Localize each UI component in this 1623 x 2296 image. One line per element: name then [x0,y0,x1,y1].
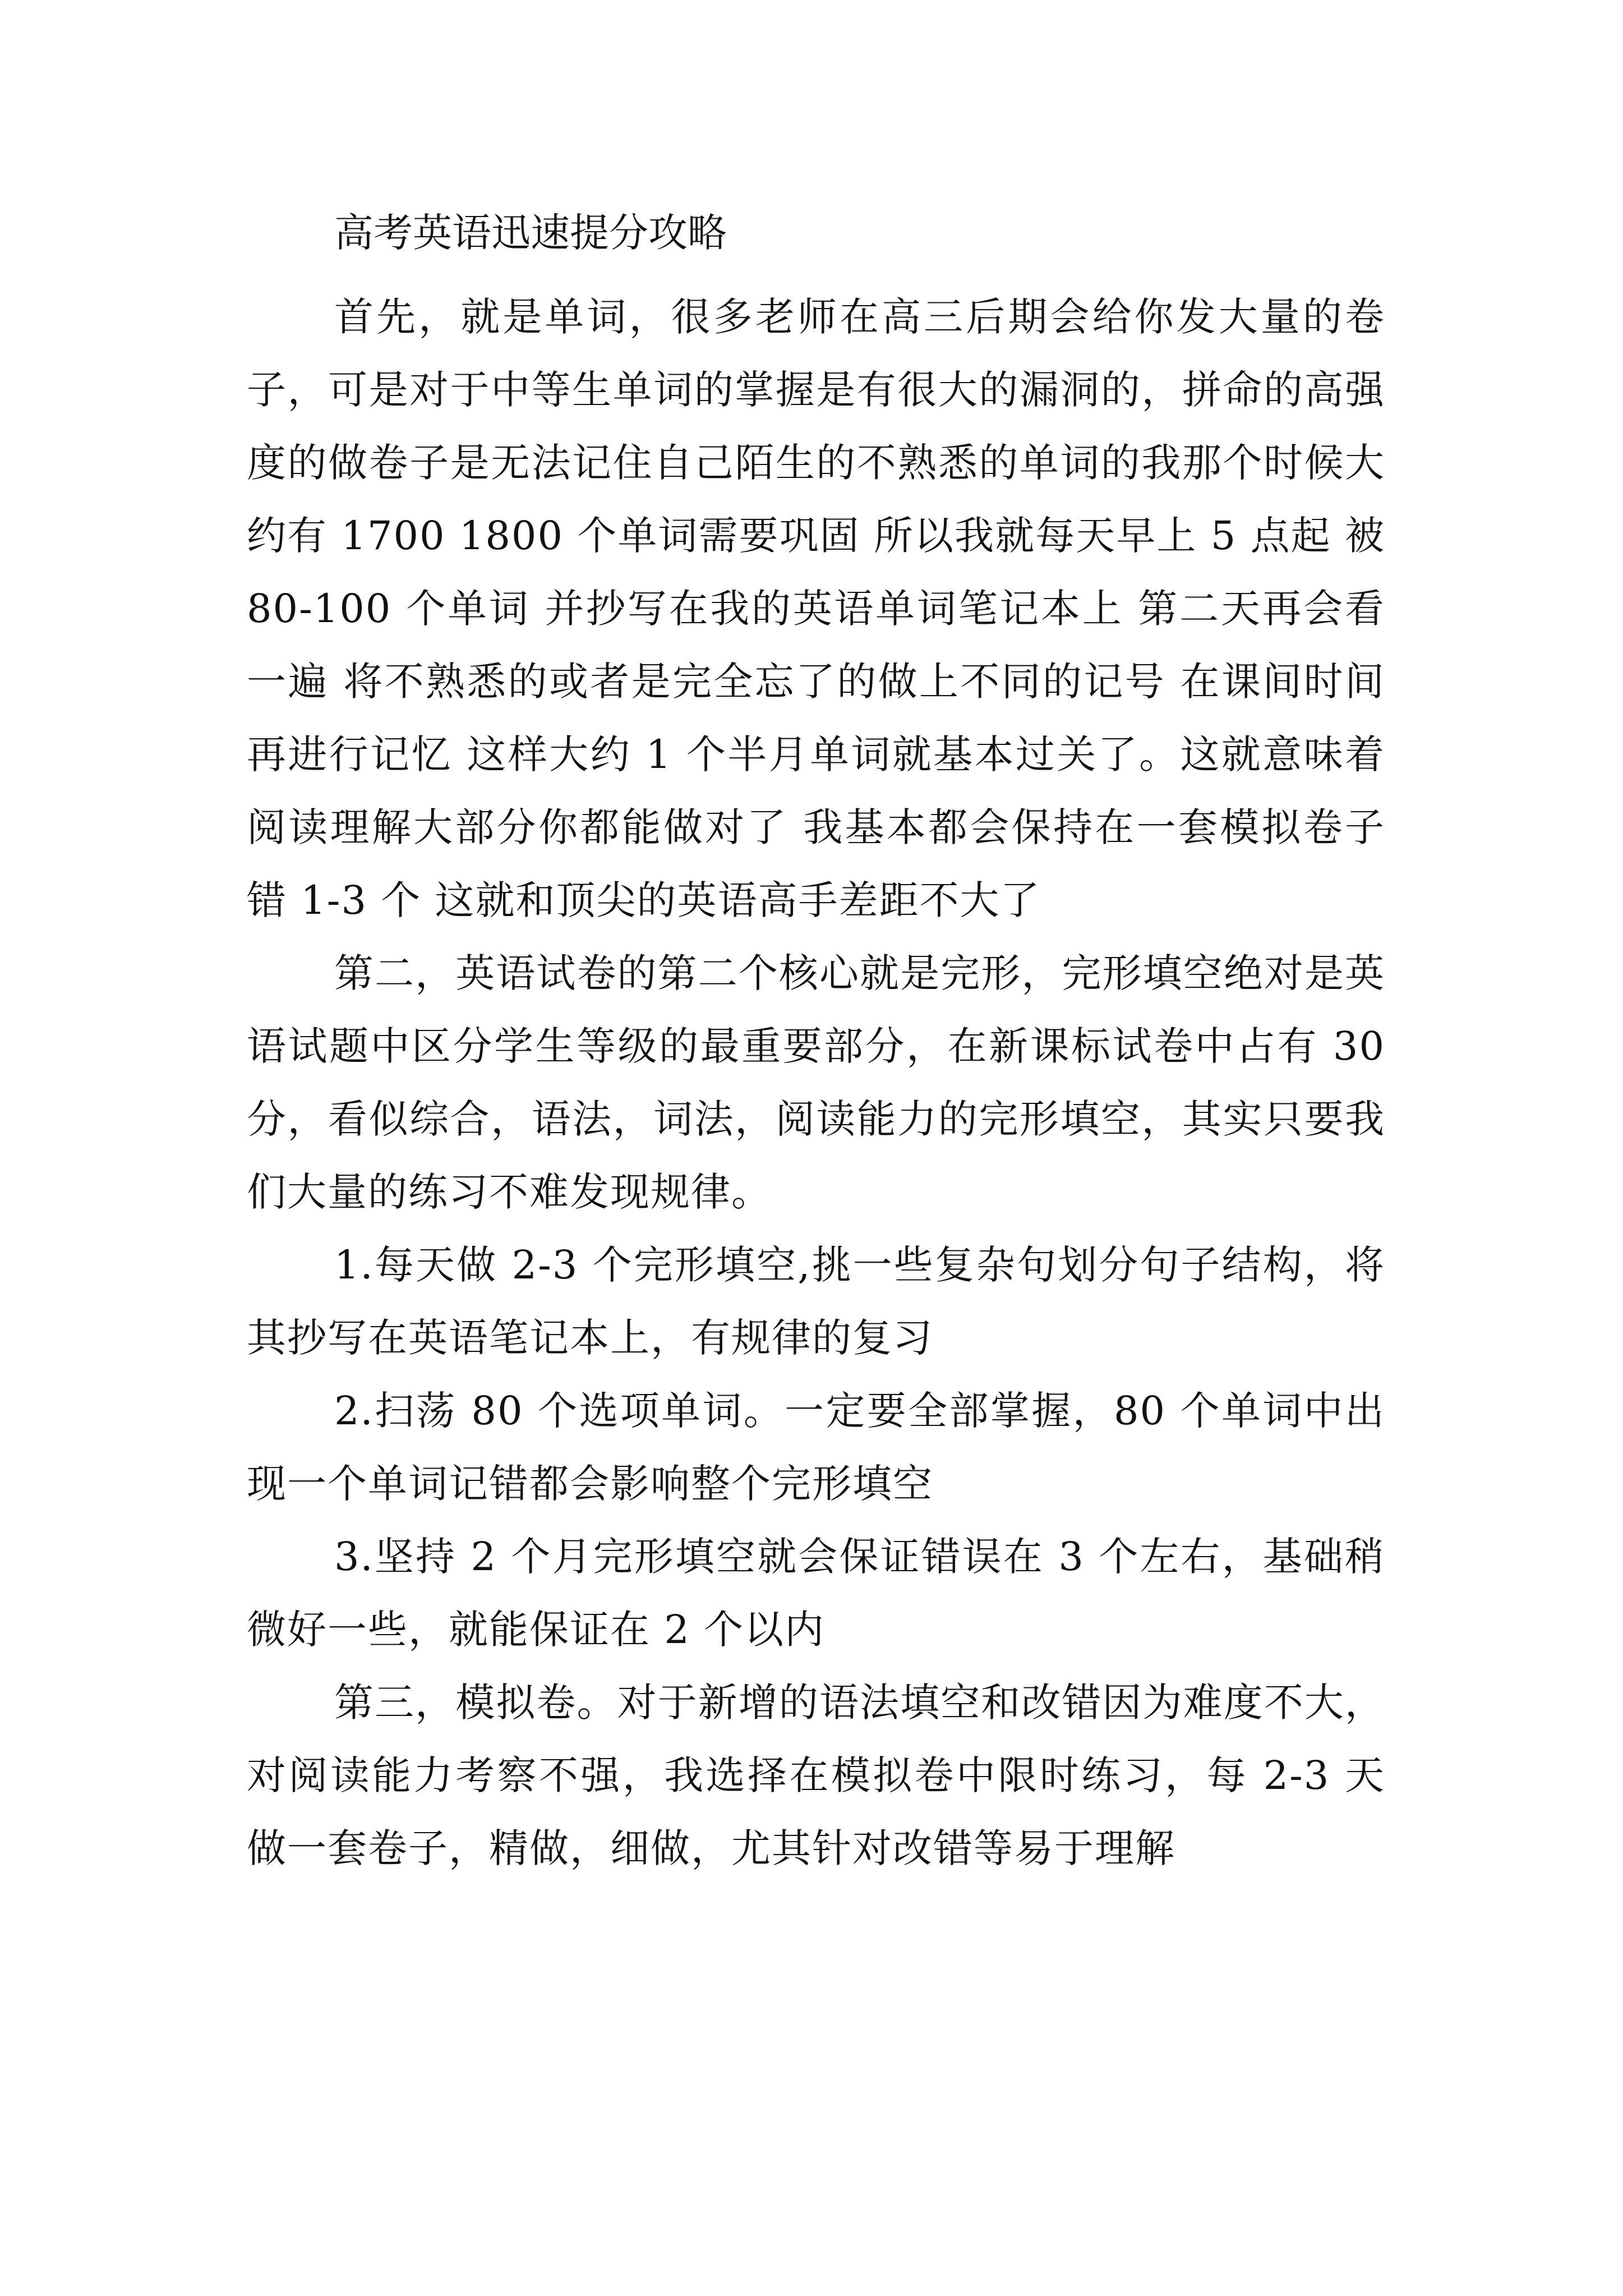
paragraph-mock-exam: 第三，模拟卷。对于新增的语法填空和改错因为难度不大，对阅读能力考察不强，我选择在模拟卷中限时练习，每 2-3 天做一套卷子，精做，细做，尤其针对改错等易于理解 [247,1680,1385,1871]
list-item-cloze-practice: 1.每天做 2-3 个完形填空,挑一些复杂句划分句子结构，将其抄写在英语笔记本上，有规律的复习 [247,1242,1385,1361]
list-item-two-months: 3.坚持 2 个月完形填空就会保证错误在 3 个左右，基础稍微好一些，就能保证在 2 个以内 [247,1534,1385,1653]
document-title: 高考英语迅速提分攻略 [334,210,727,256]
document-body [247,208,1385,1885]
paragraph-vocabulary: 首先，就是单词，很多老师在高三后期会给你发大量的卷子，可是对于中等生单词的掌握是有很大的漏洞的，拼命的高强度的做卷子是无法记住自己陌生的不熟悉的单词的我那个时候大约有 1700 1800 个单词需要巩固 所以我就每天早上 5 点起 被 80-100 个单词 并抄写在我的英语单词笔记本上 第二天再会看一遍 将不熟悉的或者是完全忘了的做上不同的记号 在课间时间再进行记忆 这样大约 1 个半月单词就基本过关了。这就意味着阅读理解大部分你都能做对了 我基本都会保持在一套模拟卷子错 1-3 个 这就和顶尖的英语高手差距不大了 [247,294,1385,923]
list-item-option-words: 2.扫荡 80 个选项单词。一定要全部掌握，80 个单词中出现一个单词记错都会影响整个完形填空 [247,1388,1385,1507]
paragraph-cloze: 第二，英语试卷的第二个核心就是完形，完形填空绝对是英语试题中区分学生等级的最重要部分，在新课标试卷中占有 30 分，看似综合，语法，词法，阅读能力的完形填空，其实只要我们大量的练习不难发现规律。 [247,950,1385,1215]
